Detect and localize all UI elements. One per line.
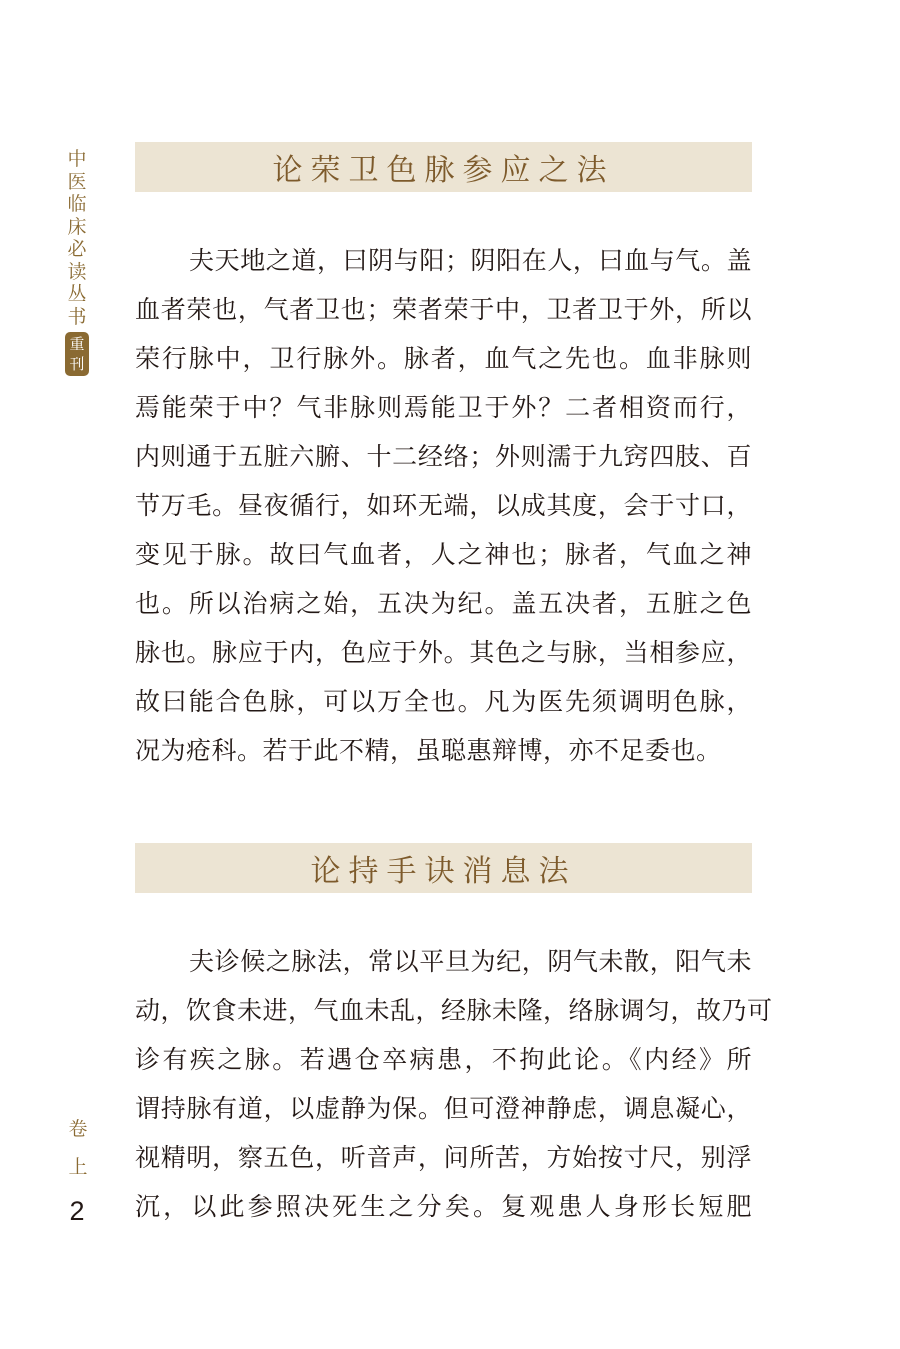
text-line: 夫天地之道，曰阴与阳；阴阳在人，曰血与气。盖 [189, 246, 752, 275]
series-title-char: 中 [67, 148, 87, 170]
page-number: 2 [69, 1196, 85, 1226]
seal-char: 刊 [69, 355, 85, 373]
text-line: 沉，以此参照决死生之分矣。复观患人身形长短肥 [135, 1192, 752, 1221]
text-line: 荣行脉中，卫行脉外。脉者，血气之先也。血非脉则 [135, 344, 752, 373]
series-title [60, 148, 94, 376]
volume-char: 卷 [68, 1118, 88, 1140]
series-title-char: 书 [67, 305, 87, 328]
text-line: 节万毛。昼夜循行，如环无端，以成其度，会于寸口， [135, 491, 752, 520]
series-title-char: 读 [67, 260, 87, 283]
series-title-char: 必 [67, 238, 87, 260]
text-line: 谓持脉有道，以虚静为保。但可澄神静虑，调息凝心， [135, 1094, 752, 1123]
text-line: 变见于脉。故曰气血者，人之神也；脉者，气血之神 [135, 540, 752, 569]
series-title-char: 床 [67, 215, 87, 238]
text-line: 动，饮食未进，气血未乱，经脉未隆，络脉调匀，故乃可 [135, 996, 773, 1025]
section-body [135, 236, 752, 775]
text-line: 诊有疾之脉。若遇仓卒病患，不拘此论。《内经》所 [135, 1045, 752, 1074]
text-line: 夫诊候之脉法，常以平旦为纪，阴气未散，阳气未 [189, 947, 752, 976]
reprint-seal [65, 332, 89, 376]
section-heading: 论持手诀消息法 [135, 843, 752, 893]
text-line: 况为疮科。若于此不精，虽聪惠辩博，亦不足委也。 [135, 736, 722, 765]
text-line: 焉能荣于中？气非脉则焉能卫于外？二者相资而行， [135, 393, 752, 422]
volume-label [64, 1110, 92, 1186]
series-title-char: 临 [67, 193, 87, 215]
text-line: 血者荣也，气者卫也；荣者荣于中，卫者卫于外，所以 [135, 295, 752, 324]
volume-char: 上 [68, 1156, 88, 1178]
text-line: 故曰能合色脉，可以万全也。凡为医先须调明色脉， [135, 687, 752, 716]
section-heading: 论荣卫色脉参应之法 [135, 142, 752, 192]
seal-char: 重 [69, 335, 85, 353]
text-line: 脉也。脉应于内，色应于外。其色之与脉，当相参应， [135, 638, 752, 667]
text-line: 视精明，察五色，听音声，问所苦，方始按寸尺，别浮 [135, 1143, 752, 1172]
series-title-char: 医 [67, 170, 87, 193]
section-body [135, 937, 773, 1231]
text-line: 也。所以治病之始，五决为纪。盖五决者，五脏之色 [135, 589, 752, 618]
series-title-char: 丛 [67, 283, 87, 305]
text-line: 内则通于五脏六腑、十二经络；外则濡于九窍四肢、百 [135, 442, 752, 471]
